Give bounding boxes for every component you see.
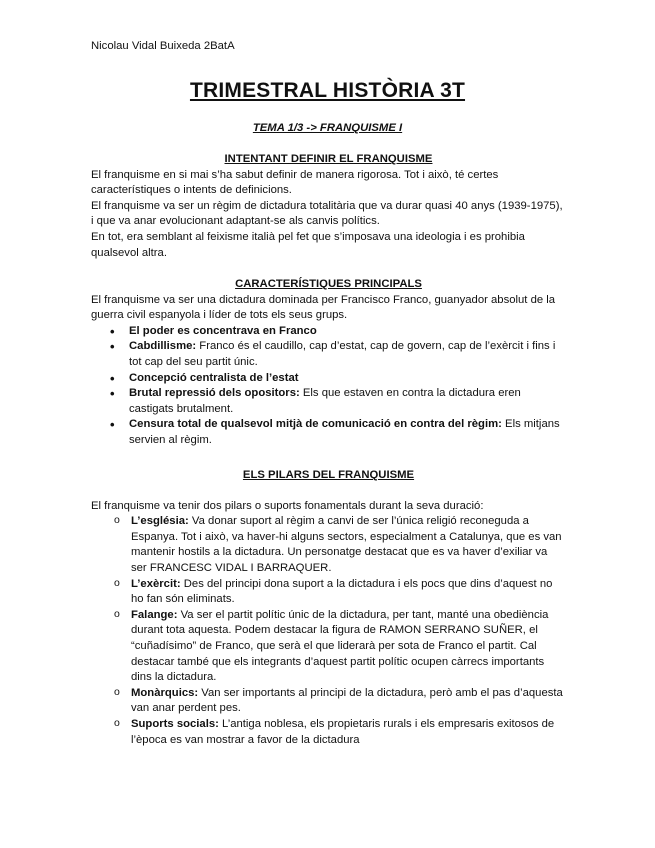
author-name: Nicolau Vidal Buixeda 2BatA bbox=[91, 40, 235, 52]
item-term: El poder es concentrava en Franco bbox=[129, 324, 317, 337]
item-text: Els que estaven en contra la dictadura eren castigats brutalment. bbox=[129, 387, 521, 415]
item-text: L’antiga noblesa, els propietaris rurals i els empresaris exitosos de l’època es van mostrar a favor de la dictadura bbox=[131, 717, 555, 746]
section-characteristics bbox=[91, 277, 566, 449]
list-item bbox=[93, 717, 566, 748]
page-title: TRIMESTRAL HISTÒRIA 3T bbox=[189, 79, 466, 102]
section-pillars bbox=[91, 468, 566, 748]
item-term: Brutal repressió dels opositors: bbox=[129, 387, 300, 400]
section-heading: CARACTERÍSTIQUES PRINCIPALS bbox=[235, 278, 422, 290]
list-item bbox=[93, 514, 566, 576]
section-heading: INTENTANT DEFINIR EL FRANQUISME bbox=[224, 153, 433, 165]
list-item bbox=[91, 417, 566, 448]
item-term: L’exèrcit: bbox=[131, 577, 181, 590]
item-text: Franco és el caudillo, cap d’estat, cap de govern, cap de l’exèrcit i fins i tot cap del seu partit únic. bbox=[129, 340, 556, 368]
section-heading: ELS PILARS DEL FRANQUISME bbox=[242, 469, 415, 481]
item-term: Cabdillisme: bbox=[129, 340, 197, 353]
item-term: Concepció centralista de l’estat bbox=[129, 371, 299, 384]
item-term: Falange: bbox=[131, 608, 178, 621]
item-text: Van ser importants al principi de la dictadura, però amb el pas d’aquesta van anar perdent pes. bbox=[131, 686, 563, 715]
item-term: Monàrquics: bbox=[131, 686, 199, 699]
paragraph: El franquisme va tenir dos pilars o suports fonamentals durant la seva duració: bbox=[91, 499, 484, 512]
paragraph: El franquisme va ser un règim de dictadura totalitària que va durar quasi 40 anys (1939-1975), i que va anar evolucionant adaptant-se als canvis polítics. bbox=[91, 199, 563, 228]
topic-subtitle: TEMA 1/3 -> FRANQUISME I bbox=[252, 122, 403, 134]
pillars-list bbox=[91, 514, 566, 748]
characteristics-list bbox=[91, 324, 566, 449]
list-item bbox=[93, 608, 566, 686]
item-term: Suports socials: bbox=[131, 717, 219, 730]
item-text: Des del principi dona suport a la dictadura i els pocs que dins d’aquest no ho fan són eliminats. bbox=[131, 577, 553, 606]
paragraph: En tot, era semblant al feixisme italià pel fet que s’imposava una ideologia i es prohibia qualsevol altra. bbox=[91, 230, 525, 259]
paragraph: El franquisme va ser una dictadura dominada per Francisco Franco, guanyador absolut de la guerra civil espanyola i líder de tots els seus grups. bbox=[91, 293, 556, 322]
item-text: Els mitjans servien al règim. bbox=[129, 418, 560, 446]
paragraph: El franquisme en si mai s’ha sabut definir de manera rigorosa. Tot i això, té certes característiques o intents de definicions. bbox=[91, 168, 499, 197]
item-term: Censura total de qualsevol mitjà de comunicació en contra del règim: bbox=[129, 418, 502, 431]
list-item bbox=[91, 324, 566, 340]
list-item bbox=[91, 371, 566, 387]
list-item bbox=[93, 686, 566, 717]
spacer bbox=[91, 484, 566, 499]
section-definition bbox=[91, 152, 566, 261]
list-item bbox=[91, 386, 566, 417]
item-text: Va donar suport al règim a canvi de ser l’única religió reconeguda a Espanya. Tot i això, va haver-hi alguns sectors, especialment a Catalunya, que es van mantenir hostils a la dictadura. Un personatge destacat que es va haver d’exiliar va ser FRANCESC VIDAL I BARRAQUER. bbox=[131, 515, 562, 574]
list-item bbox=[93, 577, 566, 608]
item-term: L’església: bbox=[131, 515, 189, 528]
item-text: Va ser el partit polític únic de la dictadura, per tant, manté una obediència durant tota aquesta. Podem destacar la figura de RAMON SERRANO SUÑER, el “cuñadísimo” de Franco, que serà el que liderarà per sota de Franco el partit. Cal destacar també que els integrants d’aquest partit polític ocupen càrrecs importants dins la dictadura. bbox=[131, 608, 549, 684]
list-item bbox=[91, 339, 566, 370]
